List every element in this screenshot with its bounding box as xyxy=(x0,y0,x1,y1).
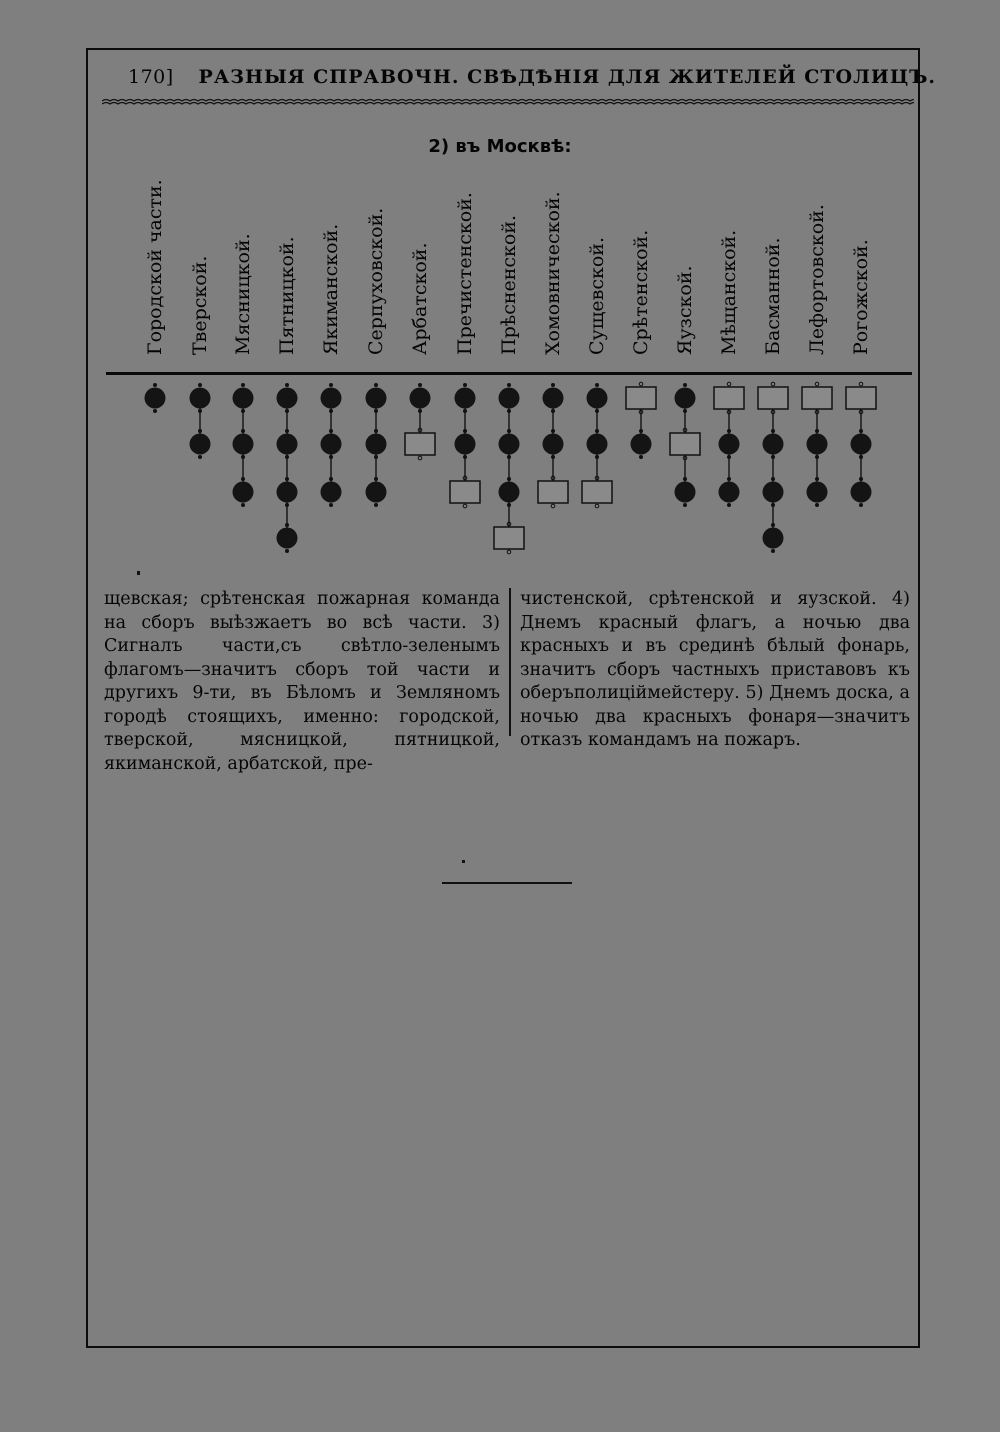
signal-ball xyxy=(321,482,342,503)
signal-ball xyxy=(277,434,298,455)
district-label: Пятницкой. xyxy=(276,236,298,355)
signal-knot xyxy=(683,503,687,507)
signal-knot xyxy=(771,523,775,527)
signal-knot xyxy=(727,477,731,481)
signal-knot xyxy=(859,455,863,459)
signal-knot xyxy=(683,477,687,481)
signal-diagram xyxy=(0,0,1000,580)
signal-knot xyxy=(374,455,378,459)
signal-knot xyxy=(551,383,555,387)
signal-knot xyxy=(771,477,775,481)
signal-ring xyxy=(551,504,555,508)
page-number: 170] xyxy=(128,66,174,88)
signal-knot xyxy=(285,455,289,459)
signal-knot xyxy=(329,429,333,433)
signal-knot xyxy=(639,429,643,433)
signal-ball xyxy=(455,388,476,409)
signal-ring xyxy=(595,504,599,508)
signal-knot xyxy=(463,429,467,433)
signal-knot xyxy=(551,409,555,413)
signal-ball xyxy=(499,482,520,503)
signal-ball xyxy=(675,388,696,409)
signal-knot xyxy=(463,455,467,459)
signal-knot xyxy=(595,429,599,433)
signal-knot xyxy=(241,409,245,413)
signal-knot xyxy=(551,429,555,433)
signal-knot xyxy=(329,503,333,507)
district-label: Прѣсненской. xyxy=(498,214,520,355)
signal-knot xyxy=(285,383,289,387)
signal-ball xyxy=(763,528,784,549)
signal-knot xyxy=(507,455,511,459)
signal-knot xyxy=(771,549,775,553)
signal-board xyxy=(538,481,568,503)
district-label: Рогожской. xyxy=(850,239,872,355)
district-label: Пречистенской. xyxy=(454,192,476,355)
signal-knot xyxy=(198,409,202,413)
signal-ring xyxy=(639,382,643,386)
signal-knot xyxy=(727,429,731,433)
signal-knot xyxy=(595,455,599,459)
signal-knot xyxy=(285,503,289,507)
signal-ball xyxy=(719,434,740,455)
signal-ball xyxy=(145,388,166,409)
signal-knot xyxy=(595,409,599,413)
signal-knot xyxy=(241,383,245,387)
signal-ball xyxy=(763,482,784,503)
signal-ring xyxy=(815,382,819,386)
signal-knot xyxy=(771,455,775,459)
signal-ball xyxy=(587,388,608,409)
signal-ball xyxy=(277,482,298,503)
signal-knot xyxy=(285,477,289,481)
signal-ball xyxy=(321,434,342,455)
signal-ball xyxy=(277,528,298,549)
signal-board xyxy=(450,481,480,503)
district-label: Мѣщанской. xyxy=(718,229,740,355)
signal-knot xyxy=(374,503,378,507)
signal-ball xyxy=(631,434,652,455)
signal-ball xyxy=(719,482,740,503)
signal-ball xyxy=(587,434,608,455)
signal-knot xyxy=(329,477,333,481)
signal-knot xyxy=(241,477,245,481)
signal-knot xyxy=(507,409,511,413)
signal-knot xyxy=(815,429,819,433)
signal-board xyxy=(494,527,524,549)
district-label: Мясницкой. xyxy=(232,233,254,355)
signal-knot xyxy=(815,503,819,507)
signal-board xyxy=(670,433,700,455)
signal-board xyxy=(758,387,788,409)
signal-ball xyxy=(543,434,564,455)
signal-knot xyxy=(463,409,467,413)
signal-knot xyxy=(771,503,775,507)
signal-ball xyxy=(675,482,696,503)
signal-ball xyxy=(851,482,872,503)
body-text-right: чистенской, срѣтенской и яузской. 4) Днемъ красный флагъ, а ночью два красныхъ и въ срединѣ бѣлый фонарь, значитъ сборъ частныхъ приставовъ къ оберъполицiймейстеру. 5) Днемъ доска, а ночью два красныхъ фонаря—значитъ отказъ командамъ на пожаръ. xyxy=(520,589,910,750)
signal-ball xyxy=(410,388,431,409)
signal-knot xyxy=(374,409,378,413)
signal-knot xyxy=(329,383,333,387)
signal-ball xyxy=(233,434,254,455)
signal-knot xyxy=(374,477,378,481)
signal-knot xyxy=(815,455,819,459)
ink-speck xyxy=(137,571,140,575)
signal-ball xyxy=(499,434,520,455)
signal-knot xyxy=(198,455,202,459)
district-label: Арбатской. xyxy=(409,242,431,355)
district-label: Тверской. xyxy=(189,255,211,355)
signal-knot xyxy=(551,455,555,459)
signal-ring xyxy=(463,504,467,508)
signal-knot xyxy=(463,383,467,387)
signal-ring xyxy=(418,456,422,460)
signal-board xyxy=(626,387,656,409)
signal-board xyxy=(582,481,612,503)
signal-knot xyxy=(683,383,687,387)
body-text-left: щевская; срѣтенская пожарная команда на сборъ выѣзжаетъ во всѣ части. 3) Сигналъ части,съ свѣтло-зеленымъ флагомъ—значитъ сборъ той части и другихъ 9-ти, въ Бѣломъ и Земляномъ городѣ стоящихъ, именно: городской, тверской, мясницкой, пятницкой, якиманской, арбатской, пре- xyxy=(104,589,500,774)
signal-ball xyxy=(233,388,254,409)
signal-knot xyxy=(727,503,731,507)
signal-ball xyxy=(543,388,564,409)
district-label: Басманной. xyxy=(762,237,784,355)
district-label: Серпуховской. xyxy=(365,207,387,355)
signal-knot xyxy=(285,429,289,433)
signal-knot xyxy=(727,455,731,459)
district-label: Лефортовской. xyxy=(806,204,828,355)
signal-knot xyxy=(153,383,157,387)
signal-ring xyxy=(727,382,731,386)
column-divider xyxy=(509,588,511,736)
signal-knot xyxy=(859,429,863,433)
signal-knot xyxy=(507,429,511,433)
signal-knot xyxy=(285,409,289,413)
section-title: 2) въ Москвѣ: xyxy=(428,136,572,157)
ink-speck xyxy=(462,860,465,863)
end-rule xyxy=(442,882,572,884)
signal-board xyxy=(802,387,832,409)
signal-knot xyxy=(418,383,422,387)
signal-knot xyxy=(683,409,687,413)
signal-knot xyxy=(241,503,245,507)
signal-knot xyxy=(507,477,511,481)
signal-knot xyxy=(374,429,378,433)
signal-ball xyxy=(366,434,387,455)
signal-ball xyxy=(366,388,387,409)
signal-knot xyxy=(374,383,378,387)
signal-board xyxy=(405,433,435,455)
running-title: РАЗНЫЯ СПРАВОЧН. СВѢДѢНІЯ ДЛЯ ЖИТЕЛЕЙ СТОЛИЦЪ. xyxy=(198,66,936,88)
signal-ball xyxy=(190,434,211,455)
signal-knot xyxy=(329,409,333,413)
district-label: Сущевской. xyxy=(586,237,608,355)
signal-ball xyxy=(807,434,828,455)
district-label: Срѣтенской. xyxy=(630,229,652,355)
signal-knot xyxy=(285,549,289,553)
signal-ball xyxy=(233,482,254,503)
signal-knot xyxy=(771,429,775,433)
signal-knot xyxy=(815,477,819,481)
signal-ball xyxy=(851,434,872,455)
district-label: Яузской. xyxy=(674,265,696,355)
signal-ball xyxy=(321,388,342,409)
signal-ball xyxy=(499,388,520,409)
signal-ball xyxy=(366,482,387,503)
signal-knot xyxy=(507,383,511,387)
signal-knot xyxy=(198,383,202,387)
signal-knot xyxy=(639,455,643,459)
signal-knot xyxy=(241,455,245,459)
signal-ring xyxy=(859,382,863,386)
district-label: Городской части. xyxy=(144,179,166,355)
signal-knot xyxy=(285,523,289,527)
signal-knot xyxy=(859,503,863,507)
signal-knot xyxy=(595,383,599,387)
district-label: Якиманской. xyxy=(320,223,342,355)
signal-board xyxy=(846,387,876,409)
signal-knot xyxy=(241,429,245,433)
signal-board xyxy=(714,387,744,409)
signal-knot xyxy=(507,503,511,507)
signal-ball xyxy=(807,482,828,503)
signal-knot xyxy=(153,409,157,413)
signal-ball xyxy=(763,434,784,455)
signal-knot xyxy=(418,409,422,413)
district-label: Хомовнической. xyxy=(542,191,564,355)
signal-knot xyxy=(329,455,333,459)
signal-ball xyxy=(190,388,211,409)
signal-knot xyxy=(859,477,863,481)
signal-ring xyxy=(507,550,511,554)
signal-ball xyxy=(455,434,476,455)
signal-knot xyxy=(198,429,202,433)
signal-ring xyxy=(771,382,775,386)
signal-ball xyxy=(277,388,298,409)
